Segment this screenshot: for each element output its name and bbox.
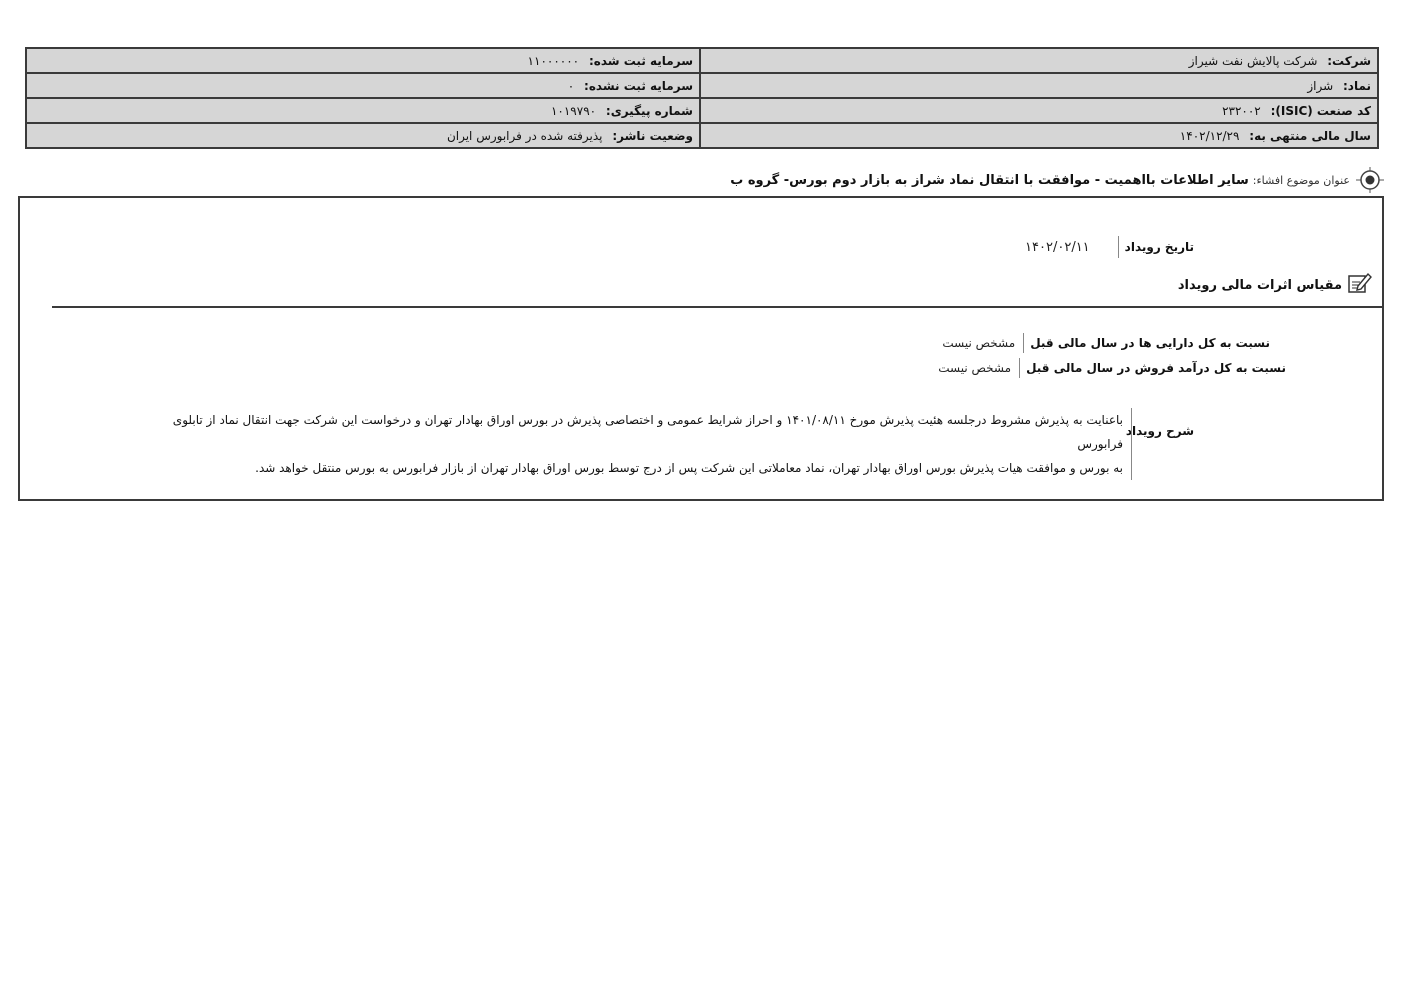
description-block [132,408,1132,480]
registered-capital-value: ۱۱۰۰۰۰۰۰ [527,53,580,68]
isic-cell [700,98,1378,123]
fiscal-year-value: ۱۴۰۲/۱۲/۲۹ [1179,128,1240,143]
unregistered-capital-label: سرمایه ثبت نشده: [584,78,693,93]
publisher-status-label: وضعیت ناشر: [612,128,693,143]
tracking-number-value: ۱۰۱۹۷۹۰ [550,103,597,118]
publisher-status-cell [26,123,700,148]
publisher-status-value: پذیرفته شده در فرابورس ایران [446,128,603,143]
company-info-table [25,47,1379,149]
description-line-2: به بورس و موافقت هیات پذیرش بورس اوراق بهادار تهران، نماد معاملاتی این شرکت پس از درج توسط بورس اوراق بهادار تهران از بازار فرابورس به بورس منتقل خواهد شد. [255,461,1123,475]
unregistered-capital-value: ۰ [567,78,575,93]
edit-note-icon [1346,271,1372,299]
isic-value: ۲۳۲۰۰۲ [1222,103,1261,118]
company-cell [700,48,1378,73]
assets-ratio-row [942,333,1270,353]
registered-capital-label: سرمایه ثبت شده: [588,53,693,68]
isic-label: کد صنعت (ISIC): [1270,103,1371,118]
symbol-label: نماد: [1342,78,1371,93]
disclosure-subject [730,167,1384,193]
target-icon [1356,167,1384,193]
event-date-row [1025,236,1194,258]
fiscal-year-cell [700,123,1378,148]
event-date-label: تاریخ رویداد [1124,240,1194,254]
revenue-ratio-row [938,358,1286,378]
info-row-company [26,48,1378,73]
assets-ratio-label: نسبت به کل دارایی ها در سال مالی قبل [1030,336,1270,350]
tracking-number-cell [26,98,700,123]
event-panel [18,196,1384,501]
fiscal-year-label: سال مالی منتهی به: [1249,128,1371,143]
revenue-ratio-value: مشخص نیست [938,361,1012,375]
symbol-value: شراز [1307,78,1334,93]
subject-label: عنوان موضوع افشاء: [1252,173,1350,187]
divider [1023,333,1024,353]
unregistered-capital-cell [26,73,700,98]
registered-capital-cell [26,48,700,73]
description-label-row [1126,420,1194,442]
description-label: شرح رویداد [1125,424,1194,438]
description-text [132,408,1132,480]
tracking-number-label: شماره پیگیری: [605,103,693,118]
assets-ratio-value: مشخص نیست [942,336,1016,350]
company-label: شرکت: [1327,53,1371,68]
info-row-isic [26,98,1378,123]
divider [1118,236,1119,258]
company-value: شرکت پالایش نفت شیراز [1188,53,1318,68]
subject-title: سایر اطلاعات بااهمیت - موافقت با انتقال نماد شراز به بازار دوم بورس- گروه ب [730,172,1249,188]
financial-scale-header [1178,272,1372,298]
section-divider [52,306,1382,308]
info-row-fiscal-year [26,123,1378,148]
symbol-cell [700,73,1378,98]
revenue-ratio-label: نسبت به کل درآمد فروش در سال مالی قبل [1026,361,1286,375]
description-line-1: باعنایت به پذیرش مشروط درجلسه هئیت پذیرش مورخ ۱۴۰۱/۰۸/۱۱ و احراز شرایط عمومی و اختصاصی پذیرش در بورس اوراق بهادار تهران و درخواست این شرکت جهت انتقال نماد از تابلوی فرابورس [172,413,1123,451]
event-date-value: ۱۴۰۲/۰۲/۱۱ [1025,239,1090,255]
info-row-symbol [26,73,1378,98]
financial-scale-title: مقیاس اثرات مالی رویداد [1177,277,1342,293]
divider [1019,358,1020,378]
